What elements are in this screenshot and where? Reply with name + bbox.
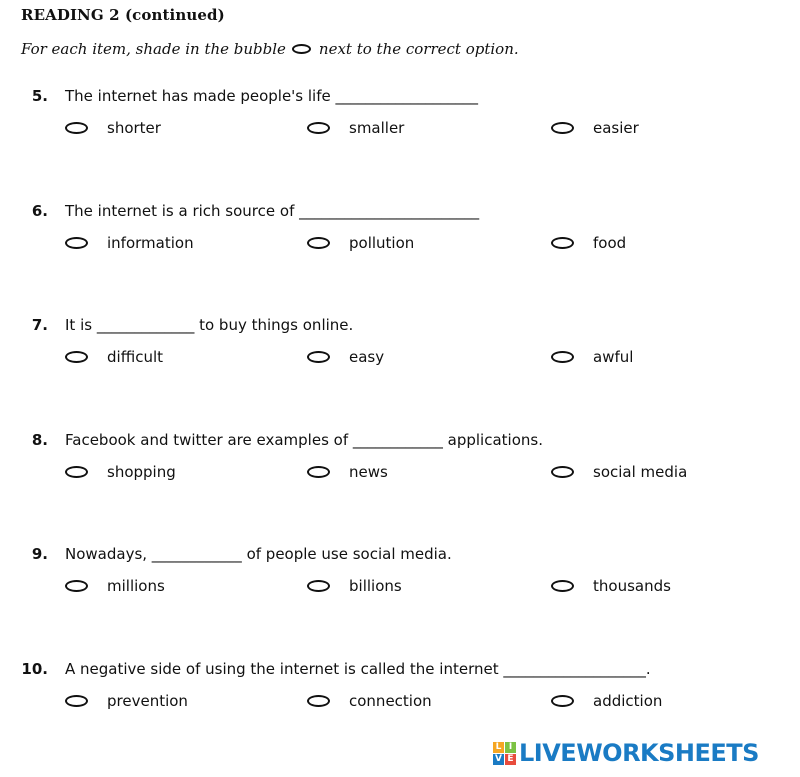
answer-bubble[interactable]: [65, 122, 88, 134]
answer-bubble[interactable]: [551, 695, 574, 707]
answer-bubble[interactable]: [307, 351, 330, 363]
logo-text: LIVEWORKSHEETS: [519, 739, 759, 767]
answer-option[interactable]: [65, 348, 163, 366]
logo-mark-icon: [493, 742, 516, 765]
question-3: [0, 316, 800, 376]
page-title: READING 2 (continued): [21, 6, 225, 24]
answer-option[interactable]: [551, 577, 671, 595]
instruction-text-start: For each item, shade in the bubble: [21, 40, 286, 58]
liveworksheets-logo: [493, 738, 759, 768]
question-2: [0, 202, 800, 262]
logo-letter: E: [505, 754, 516, 765]
answer-bubble[interactable]: [551, 122, 574, 134]
answer-bubble[interactable]: [307, 122, 330, 134]
answer-bubble[interactable]: [65, 237, 88, 249]
answer-label: millions: [107, 577, 165, 595]
answer-bubble[interactable]: [551, 580, 574, 592]
answer-label: social media: [593, 463, 688, 481]
question-stem: The internet has made people's life ___________________: [65, 87, 479, 105]
answer-label: pollution: [349, 234, 415, 252]
answer-bubble[interactable]: [551, 466, 574, 478]
answer-label: difficult: [107, 348, 163, 366]
answer-label: addiction: [593, 692, 663, 710]
answer-label: easier: [593, 119, 639, 137]
answer-label: information: [107, 234, 194, 252]
answer-option[interactable]: [551, 348, 633, 366]
answer-option[interactable]: [307, 348, 384, 366]
answer-bubble[interactable]: [307, 695, 330, 707]
answer-bubble[interactable]: [65, 695, 88, 707]
answer-option[interactable]: [65, 692, 188, 710]
answer-option[interactable]: [307, 234, 414, 252]
instructions: [21, 40, 519, 58]
answer-option[interactable]: [551, 463, 687, 481]
question-stem: It is _____________ to buy things online.: [65, 316, 354, 334]
question-stem: Facebook and twitter are examples of ____________ applications.: [65, 431, 543, 449]
answer-option[interactable]: [65, 463, 176, 481]
bubble-icon: [292, 44, 311, 54]
question-number: 7.: [31, 316, 48, 334]
answer-label: connection: [349, 692, 432, 710]
logo-letter: L: [493, 742, 504, 753]
logo-letter: I: [505, 742, 516, 753]
question-stem: Nowadays, ____________ of people use social media.: [65, 545, 452, 563]
answer-bubble[interactable]: [307, 237, 330, 249]
instruction-text-end: next to the correct option.: [318, 40, 519, 58]
answer-bubble[interactable]: [307, 580, 330, 592]
answer-option[interactable]: [65, 577, 165, 595]
question-number: 9.: [31, 545, 48, 563]
answer-label: easy: [349, 348, 385, 366]
answer-option[interactable]: [307, 577, 402, 595]
question-number: 8.: [31, 431, 48, 449]
question-stem: A negative side of using the internet is called the internet ___________________.: [65, 660, 651, 678]
answer-option[interactable]: [307, 119, 404, 137]
answer-option[interactable]: [551, 119, 639, 137]
answer-bubble[interactable]: [65, 466, 88, 478]
question-number: 10.: [21, 660, 48, 678]
answer-bubble[interactable]: [65, 580, 88, 592]
question-number: 6.: [31, 202, 48, 220]
answer-option[interactable]: [65, 234, 194, 252]
answer-label: news: [349, 463, 388, 481]
answer-option[interactable]: [551, 692, 662, 710]
question-number: 5.: [31, 87, 48, 105]
answer-label: food: [593, 234, 627, 252]
answer-label: shopping: [107, 463, 176, 481]
answer-label: thousands: [593, 577, 671, 595]
answer-label: shorter: [107, 119, 161, 137]
answer-label: smaller: [349, 119, 405, 137]
answer-option[interactable]: [307, 463, 388, 481]
answer-label: awful: [593, 348, 634, 366]
answer-bubble[interactable]: [307, 466, 330, 478]
answer-option[interactable]: [551, 234, 626, 252]
answer-bubble[interactable]: [551, 351, 574, 363]
answer-bubble[interactable]: [551, 237, 574, 249]
answer-option[interactable]: [307, 692, 432, 710]
question-5: [0, 545, 800, 605]
answer-bubble[interactable]: [65, 351, 88, 363]
answer-option[interactable]: [65, 119, 161, 137]
question-stem: The internet is a rich source of ________________________: [65, 202, 480, 220]
question-1: [0, 87, 800, 147]
question-4: [0, 431, 800, 491]
answer-label: prevention: [107, 692, 188, 710]
logo-letter: V: [493, 754, 504, 765]
question-6: [0, 660, 800, 720]
answer-label: billions: [349, 577, 402, 595]
